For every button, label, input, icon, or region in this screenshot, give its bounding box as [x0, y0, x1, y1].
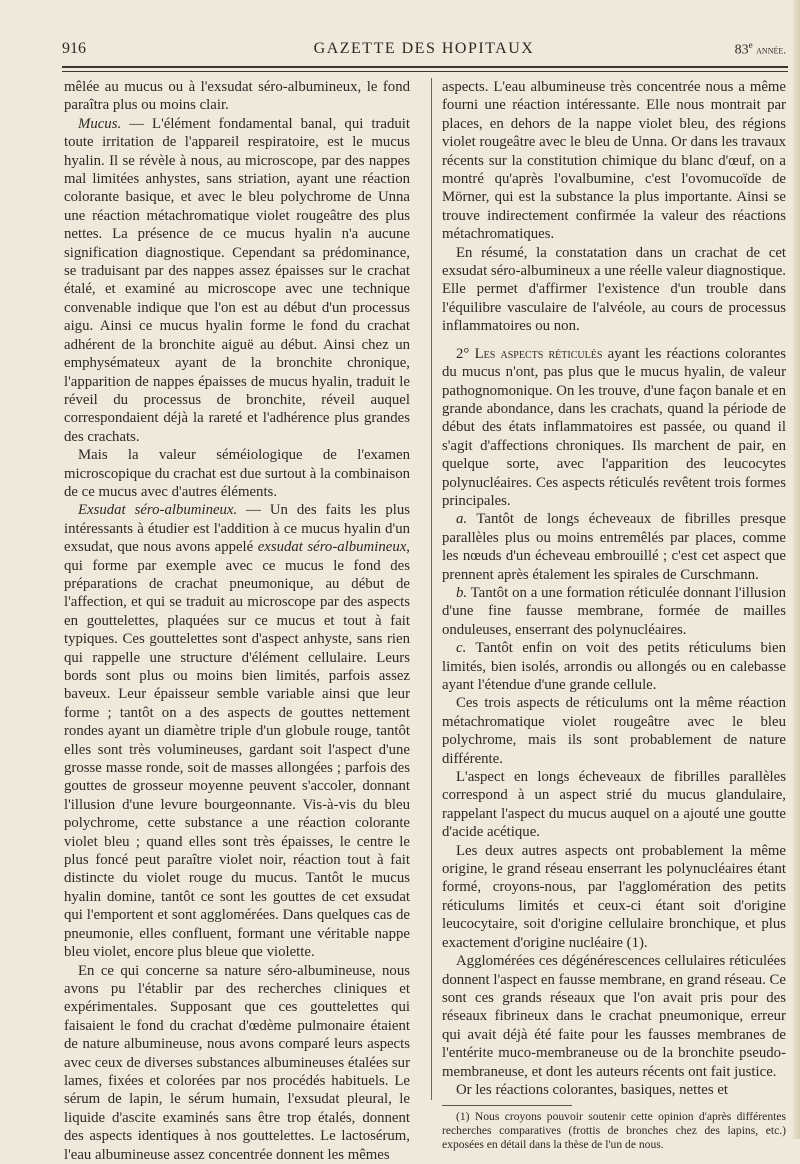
page-number: 916 [62, 40, 86, 57]
paragraph-reticules [442, 345, 786, 511]
section-heading: Mucus. [78, 115, 122, 132]
issue-suffix: e [748, 40, 753, 50]
footnote-rule [442, 1105, 572, 1106]
paragraph: Ces trois aspects de réticulums ont la même réaction métachromatique violet rougeâtre avec le bleu polychrome, mais ils sont probablement de nature différente. [442, 695, 786, 767]
column-divider [431, 78, 432, 1100]
footnote: (1) Nous croyons pouvoir soutenir cette opinion d'après différentes recherches comparatives (frottis de bronches chez des lapins, etc.) exposées en détail dans la thèse de l'un de nous. [442, 1110, 786, 1152]
paragraph-c [442, 639, 786, 694]
paragraph-text: — Un des faits les plus intéressants à étudier est l'addition à ce mucus hyalin d'un exsudat, que nous avons appelé [64, 502, 410, 556]
paragraph: Or les réactions colorantes, basiques, nettes et [456, 1081, 729, 1098]
section-heading: Exsudat séro-albumineux. [78, 502, 238, 519]
paragraph-a [442, 510, 786, 584]
right-column [442, 78, 786, 1152]
page-spine-edge [793, 0, 800, 1139]
paragraph-text: , qui forme par exemple avec ce mucus le fond des préparations de crachat pneumonique, au début de l'affection, et qui se traduit au microscope par des aspects en gouttelettes, plaquées sur ce mucus et tout à fait typiques. Ces gouttelettes sont d'aspect anhyste, sans rien qui rappelle une structure d'élément cellulaire. Leurs bords sont plus ou moins bien limités, parfois assez baveux. Leur épaisseur semble variable ainsi que leur forme ; tantôt on a des aspects de gouttes nettement rondes ayant un diamètre triple d'un globule rouge, tantôt elles sont très volumineuses, gardant soit l'aspect d'une grosse masse ronde, soit de masses allongées ; parfois des gouttes de grosseur moyenne peuvent s'accoler, donnant l'illusion d'une levure bourgeonnante. Vis-à-vis du bleu polychrome, cette substance a une réaction colorante violet bleu ; quand elles sont très épaisses, le centre le plus foncé peut paraître violet noir, réaction tout à fait distincte du violet rouge du mucus. Tantôt le mucus hyalin domine, tantôt ce sont les gouttes de cet exsudat qui l'emportent et sont agglomérées. Dans quelques cas de pneumonie, elles confluent, formant une véritable nappe bleu violet, encore plus bleue que violette. [64, 539, 410, 961]
list-label: b. [456, 584, 468, 601]
section-number: 2° [456, 345, 470, 362]
paragraph: L'aspect en longs écheveaux de fibrilles parallèles correspond à un aspect strié du mucus glandulaire, rappelant l'aspect du mucus auquel on a ajouté une goutte d'acide acétique. [442, 769, 786, 841]
running-header [62, 40, 786, 64]
issue-year [735, 40, 786, 59]
issue-number: 83 [734, 42, 749, 58]
running-title: GAZETTE DES HOPITAUX [313, 40, 535, 57]
paragraph-exsudat [64, 501, 410, 961]
list-label: a. [456, 511, 468, 528]
paragraph-text: Tantôt de longs écheveaux de fibrilles presque parallèles plus ou moins entremêlés par places, comme les nœuds d'un écheveau embrouillé ; c'est cet aspect que prennent après étalement les spirales de Curschmann. [442, 511, 786, 583]
paragraph: Mais la valeur séméiologique de l'examen microscopique du crachat est due surtout à la combinaison de ce mucus avec d'autres éléments. [64, 447, 410, 500]
paragraph-mucus [64, 115, 410, 446]
paragraph: Agglomérées ces dégénérescences cellulaires réticulées donnent l'aspect en fausse membrane, en grand réseau. Ce sont ces grands réseaux que l'on avait pris pour des réseaux fibrineux dans le crachat pneumonique, erreur qui avait déjà été faite pour les fausses membranes de l'entérite muco-membraneuse ou de la bronchite pseudo-membraneuse, et dont les auteurs récents ont fait justice. [442, 953, 786, 1080]
paragraph: aspects. L'eau albumineuse très concentrée nous a même fourni une réaction intéressante. Elle nous montrait par places, en dehors de la nappe violet bleu, des régions violet rougeâtre avec le bleu de Unna. Or dans les travaux récents sur la constitution chimique du blanc d'œuf, on a montré qu'après l'ovalbumine, c'est l'ovomucoïde de Mörner, qui est la substance la plus importante. Ainsi se trouve indirectement confirmée la valeur des réactions métachromatiques. [442, 79, 786, 243]
header-rule-thick [62, 66, 788, 68]
header-rule-thin [62, 71, 788, 72]
list-label: c. [456, 640, 467, 657]
left-column [64, 78, 410, 1164]
paragraph: En résumé, la constatation dans un crachat de cet exsudat séro-albumineux a une réelle valeur diagnostique. Elle permet d'affirmer l'existence d'un trouble dans l'équilibre vasculaire de l'alvéole, au cours de processus inflammatoires ou non. [442, 244, 786, 335]
paragraph: En ce qui concerne sa nature séro-albumineuse, nous avons pu l'établir par des recherches cliniques et expérimentales. Supposant que ces gouttelettes qui faisaient le fond du crachat d'œdème pulmonaire étaient de nature albumineuse, nous avons comparé leurs aspects avec ceux de diverses substances albumineuses étalées sur lames, fixées et colorées par nos procédés habituels. Le sérum de lapin, le sérum humain, l'exsudat pleural, le liquide d'ascite examinés sans être trop étalés, donnent des aspects identiques à nos gouttelettes. Le lactosérum, l'eau albumineuse assez concentrée donnent les mêmes [64, 962, 410, 1163]
paragraph-text: Tantôt enfin on voit des petits réticulums bien limités, bien isolés, arrondis ou allongés ou en calebasse ayant l'étendue d'une grande cellule. [442, 640, 786, 693]
paragraph-text: Tantôt on a une formation réticulée donnant l'illusion d'une fine fausse membrane, formée de mailles onduleuses, enserrant des polynucléaires. [442, 584, 786, 638]
paragraph: Les deux autres aspects ont probablement la même origine, le grand réseau enserrant les polynucléaires étant formé, croyons-nous, par l'agglomération des petits réticulums limités et ceux-ci étant soit d'origine leucocytaire, soit d'origine cellulaire bronchique, et plus exactement d'origine nucléaire (1). [442, 842, 786, 951]
paragraph-text: ayant les réactions colorantes du mucus n'ont, pas plus que le mucus hyalin, de valeur pathognomonique. On les trouve, d'une façon banale et en grande abondance, dans les crachats, quand la période de début des états inflammatoires est passée, ou quand il s'agit d'affections chroniques. Ils marchent de pair, en quelque sorte, avec l'apparition des leucocytes polynucléaires. Ces aspects réticulés revêtent trois formes principales. [442, 345, 786, 509]
issue-word: année. [756, 44, 786, 57]
section-heading: Les aspects réticulés [474, 345, 603, 362]
paragraph: mêlée au mucus ou à l'exsudat séro-albumineux, le fond paraîtra plus ou moins clair. [64, 79, 410, 114]
paragraph-b [442, 584, 786, 639]
italic-term: exsudat séro-albumineux [257, 539, 407, 556]
paragraph-text: — L'élément fondamental banal, qui traduit toute irritation de l'appareil respiratoire, est le mucus hyalin. Il se révèle à nous, au microscope, par des nappes mal limitées anhystes, sans striation, ayant une réaction colorante basique, et avec le bleu polychrome de Unna une réaction métachromatique violet rougeâtre des plus nettes. La présence de ce mucus hyalin n'a aucune signification diagnostique. Cependant sa prédominance, se traduisant par des nappes assez épaisses sur le crachat étalé, et examiné au microscope avec une technique convenable indique que l'on est au début d'un processus aigu. Ainsi ce mucus hyalin forme le fond du crachat adhérent de la bronchite aiguë au début. Ainsi chez un emphysémateux ayant de la bronchite chronique, l'apparition de nappes épaisses de mucus hyalin, traduit le réveil du processus de bronchite, réveil auquel correspondaient déjà la rareté et l'adhérence plus grandes des crachats. [64, 115, 410, 445]
